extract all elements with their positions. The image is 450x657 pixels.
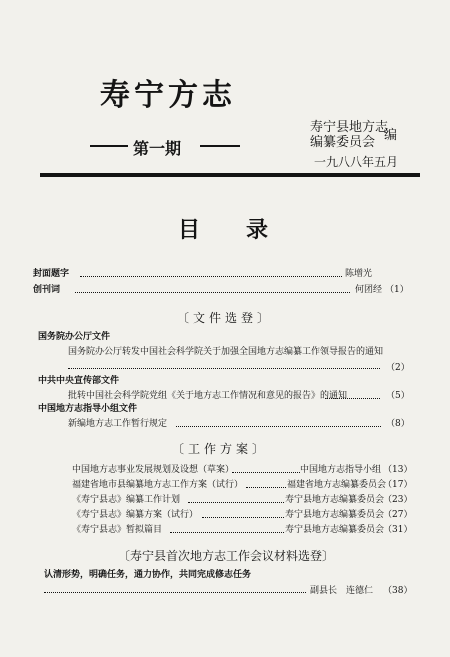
leader-dots: [80, 269, 342, 277]
publication-date: 一九八八年五月: [314, 155, 399, 169]
leader-dots: [75, 285, 350, 293]
journal-title: 寿宁方志: [100, 78, 236, 113]
leader-dots: [202, 510, 284, 518]
toc-entry-foreword: [33, 285, 60, 296]
right-dash: [200, 145, 240, 147]
toc-entry-page: （8）: [386, 419, 410, 429]
toc-entry-title: 新编地方志工作暂行规定: [68, 419, 168, 429]
toc-entry-page: （38）: [383, 586, 413, 596]
toc-entry-page: （23）: [383, 495, 413, 505]
section-title-conference: 〔寿宁县首次地方志工作会议材料选登〕: [118, 549, 335, 563]
toc-entry-author: 副县长 连德仁: [310, 586, 374, 596]
toc-entry-title: 批转中国社会科学院党组《关于地方志工作情况和意见的报告》的通知: [68, 391, 348, 401]
toc-entry-title: 中国地方志事业发展规划及设想（草案）: [72, 465, 235, 475]
leader-dots: [188, 495, 284, 503]
org-heading: 中共中央宣传部文件: [38, 376, 120, 386]
leader-dots: [44, 585, 306, 593]
toc-entry-author: 寿宁县地方志编纂委员会: [285, 525, 385, 535]
toc-entry-author: 寿宁县地方志编纂委员会: [285, 510, 385, 520]
toc-entry-page: （27）: [383, 510, 413, 520]
toc-entry-label: 创刊词: [33, 285, 61, 295]
toc-entry-title: 国务院办公厅转发中国社会科学院关于加强全国地方志编纂工作领导报告的通知: [68, 347, 384, 357]
header-rule: [40, 173, 420, 177]
leader-dots: [176, 419, 381, 427]
toc-entry-page: （2）: [386, 363, 410, 373]
leader-dots: [68, 361, 380, 369]
toc-entry-author: 何团经: [355, 285, 383, 295]
toc-entry-page: （31）: [383, 525, 413, 535]
leader-dots: [170, 525, 284, 533]
leader-dots: [246, 480, 286, 488]
toc-entry-title: 《寿宁县志》编纂工作计划: [72, 495, 181, 505]
publisher-line-2: 编纂委员会: [310, 135, 376, 150]
toc-entry-page: （13）: [383, 465, 413, 475]
issue-number: 第一期: [133, 139, 182, 158]
publisher-line-1: 寿宁县地方志: [310, 120, 389, 135]
toc-entry-label: 封面题字: [33, 269, 70, 279]
toc-entry-author: 寿宁县地方志编纂委员会: [285, 495, 385, 505]
toc-entry-title: 《寿宁县志》暂拟篇目: [72, 525, 163, 535]
left-dash: [90, 145, 128, 147]
section-title-documents: 〔文件选登〕: [177, 311, 274, 325]
issue-label: [90, 136, 240, 158]
toc-entry-author: 中国地方志指导小组: [300, 465, 382, 475]
toc-entry-page: （1）: [385, 285, 409, 295]
toc-heading: 目录: [178, 217, 315, 243]
toc-entry-title: 认清形势，明确任务，通力协作，共同完成修志任务: [44, 570, 252, 580]
section-title-plans: 〔工作方案〕: [172, 442, 269, 456]
org-heading: 国务院办公厅文件: [38, 332, 111, 342]
toc-entry-title: 福建省地市县编纂地方志工作方案（试行）: [72, 480, 244, 490]
org-heading: 中国地方志指导小组文件: [38, 404, 138, 414]
leader-dots: [232, 465, 300, 473]
toc-entry-page: （5）: [386, 391, 410, 401]
toc-entry-cover: [33, 269, 69, 280]
toc-entry-author: 福建省地方志编纂委员会: [287, 480, 387, 490]
toc-entry-title: 《寿宁县志》编纂方案（试行）: [72, 510, 199, 520]
publisher: [310, 120, 398, 150]
toc-entry-author: 陈增光: [345, 269, 373, 279]
toc-entry-page: （17）: [383, 480, 413, 490]
publisher-suffix: 编: [384, 128, 398, 143]
leader-dots: [325, 391, 380, 399]
